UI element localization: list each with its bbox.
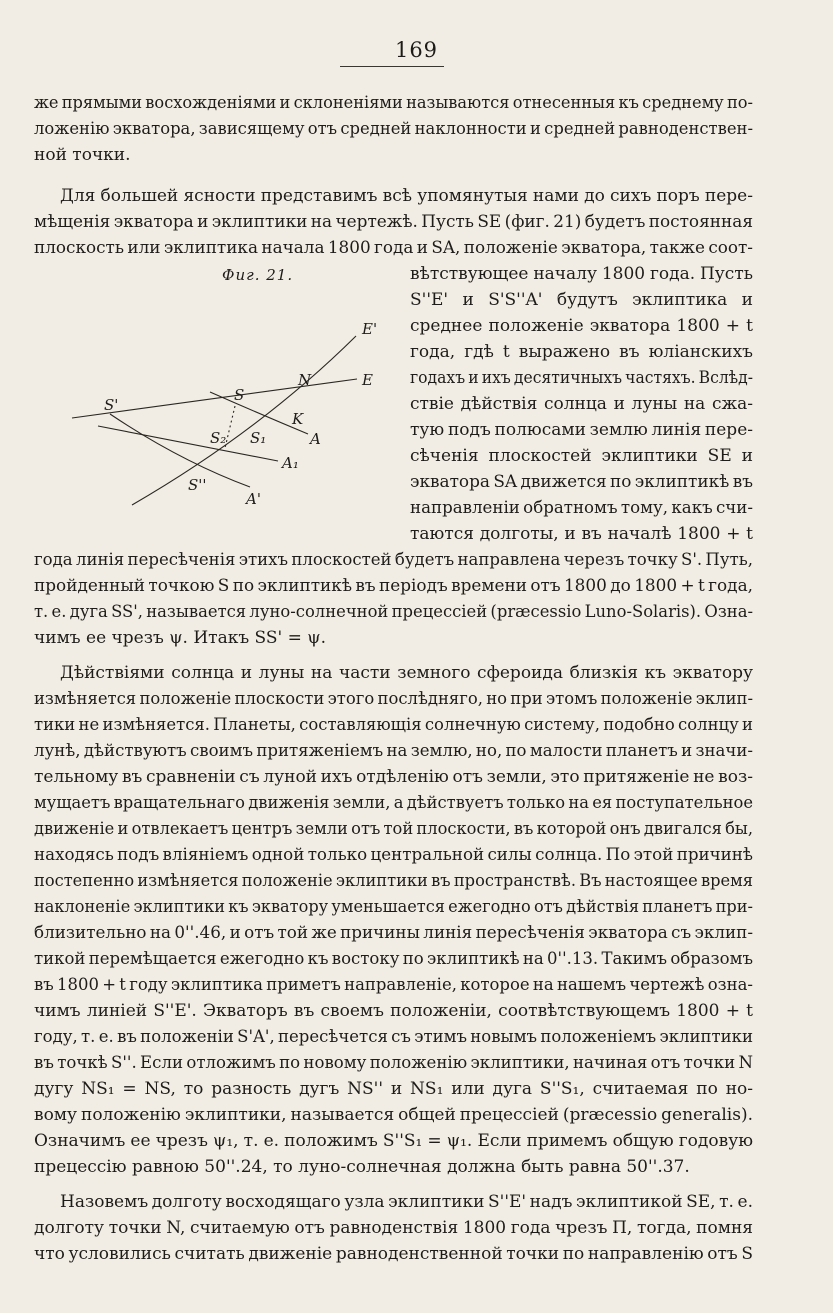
label-A-prime: A' (246, 490, 261, 508)
text-line: т. е. дуга SS', называется луно-солнечной прецессіей (præcessio Luno-Solaris). Озна- (34, 602, 753, 622)
page-number: 169 (394, 38, 439, 62)
line-SppEp (132, 336, 356, 505)
text-line: направленіи обратномъ тому, какъ счи- (410, 498, 753, 518)
header-rule (340, 66, 444, 67)
text-line: Дѣйствіями солнца и луны на части земного сфероида близкія къ экватору (60, 663, 753, 683)
text-line: дугу NS₁ = NS, то разность дугъ NS'' и NS₁ или дуга S''S₁, считаемая по но- (34, 1079, 753, 1099)
text-line: S''E' и S'S''A' будутъ эклиптика и (410, 290, 753, 310)
text-line: что условились считать движеніе равноденственной точки по направленію отъ S (34, 1244, 753, 1264)
label-S1: S₁ (250, 429, 267, 447)
label-A: A (310, 430, 321, 448)
text-line: въ 1800 + t году эклиптика приметъ направленіе, которое на нашемъ чертежѣ озна- (34, 975, 753, 995)
text-line: таются долготы, и въ началѣ 1800 + t (410, 524, 753, 544)
text-line: ствіе дѣйствія солнца и луны на сжа- (410, 394, 753, 414)
text-line: мѣщенія экватора и эклиптики на чертежѣ. Пусть SE (фиг. 21) будетъ постоянная (34, 212, 753, 232)
text-line: Означимъ ее чрезъ ψ₁, т. е. положимъ S''S₁ = ψ₁. Если примемъ общую годовую (34, 1131, 753, 1151)
text-line: движеніе и отвлекаетъ центръ земли отъ той плоскости, въ которой онъ двигался бы, (34, 819, 753, 839)
label-S: S (234, 386, 245, 404)
text-line: тельному въ сравненіи съ луной ихъ отдѣленію отъ земли, это притяженіе не воз- (34, 767, 753, 787)
text-line: года, гдѣ t выражено въ юліанскихъ (410, 342, 753, 362)
text-line: прецессію равною 50''.24, то луно-солнечная должна быть равна 50''.37. (34, 1157, 690, 1177)
label-S2: S₂ (210, 429, 227, 447)
text-line: находясь подъ вліяніемъ одной только центральной силы солнца. По этой причинѣ (34, 845, 753, 865)
text-line: плоскость или эклиптика начала 1800 года и SA, положеніе экватора, также соот- (34, 238, 753, 258)
text-line: чимъ ее чрезъ ψ. Итакъ SS' = ψ. (34, 628, 327, 648)
label-A1: A₁ (282, 454, 299, 472)
text-line: измѣняется положеніе плоскости этого послѣдняго, но при этомъ положеніе эклип- (34, 689, 753, 709)
label-N: N (298, 371, 312, 389)
text-line: постепенно измѣняется положеніе эклиптики въ пространствѣ. Въ настоящее время (34, 871, 753, 891)
text-line: мущаетъ вращательнаго движенія земли, а дѣйствуетъ только на ея поступательное (34, 793, 753, 813)
text-line: пройденный точкою S по эклиптикѣ въ періодъ времени отъ 1800 до 1800 + t года, (34, 576, 753, 596)
text-line: тики не измѣняется. Планеты, составляющія солнечную систему, подобно солнцу и (34, 715, 753, 735)
text-line: въ точкѣ S''. Если отложимъ по новому положенію эклиптики, начиная отъ точки N (34, 1053, 753, 1073)
text-line: годахъ и ихъ десятичныхъ частяхъ. Вслѣд- (410, 368, 753, 388)
label-K: K (292, 410, 304, 428)
text-line: чимъ линіей S''E'. Экваторъ въ своемъ положеніи, соотвѣтствующемъ 1800 + t (34, 1001, 753, 1021)
text-line: среднее положеніе экватора 1800 + t (410, 316, 753, 336)
text-line: тую подъ полюсами землю линія пере- (410, 420, 753, 440)
label-S-dprime: S'' (188, 476, 207, 494)
figure-caption: Фиг. 21. (222, 266, 294, 284)
text-line: долготу точки N, считаемую отъ равноденствія 1800 года чрезъ Π, тогда, помня (34, 1218, 753, 1238)
label-S-prime: S' (104, 396, 119, 414)
text-line: года линія пересѣченія этихъ плоскостей будетъ направлена черезъ точку S'. Путь, (34, 550, 753, 570)
text-line: ной точки. (34, 145, 131, 165)
text-line: тикой перемѣщается ежегодно къ востоку по эклиптикѣ на 0''.13. Такимъ образомъ (34, 949, 753, 969)
text-line: лунѣ, дѣйствуютъ своимъ притяженіемъ на землю, но, по малости планетъ и значи- (34, 741, 753, 761)
label-E: E (362, 371, 373, 389)
text-line: же прямыми восхожденіями и склоненіями называются отнесенныя къ среднему по- (34, 93, 753, 113)
text-line: вому положенію эклиптики, называется общей прецессіей (præcessio generalis). (34, 1105, 753, 1125)
text-line: близительно на 0''.46, и отъ той же причины линія пересѣченія экватора съ эклип- (34, 923, 753, 943)
text-line: Для большей ясности представимъ всѣ упомянутыя нами до сихъ поръ пере- (60, 186, 753, 206)
text-line: Назовемъ долготу восходящаго узла эклиптики S''E' надъ эклиптикой SE, т. е. (60, 1192, 753, 1212)
label-E-prime: E' (362, 320, 378, 338)
text-line: году, т. е. въ положеніи S'A', пересѣчется съ этимъ новымъ положеніемъ эклиптики (34, 1027, 753, 1047)
text-line: сѣченія плоскостей эклиптики SE и (410, 446, 753, 466)
text-line: ложенію экватора, зависящему отъ средней наклонности и средней равноденствен- (34, 119, 753, 139)
text-line: экватора SA движется по эклиптикѣ въ (410, 472, 753, 492)
figure-21-diagram (60, 296, 390, 526)
text-line: наклоненіе эклиптики къ экватору уменьшается ежегодно отъ дѣйствія планетъ при- (34, 897, 753, 917)
text-line: вѣтствующее началу 1800 года. Пусть (410, 264, 753, 284)
